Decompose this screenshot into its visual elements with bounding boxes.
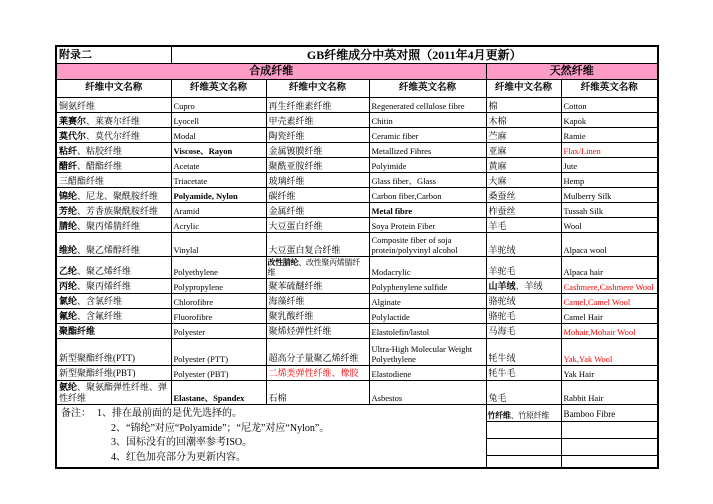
fiber-cell — [486, 421, 561, 438]
column-header-cn-2: 纤维中文名称 — [266, 80, 369, 98]
fiber-cell — [561, 438, 658, 455]
fiber-cell: Rabbit Hair — [561, 381, 658, 405]
fiber-cell: 金属纤维 — [266, 203, 369, 218]
notes-block — [61, 407, 482, 465]
fiber-cell: 羊驼毛 — [486, 257, 561, 279]
fiber-cell: Aramid — [171, 203, 266, 218]
fiber-cell: Elastodiene — [369, 366, 486, 381]
fiber-row — [56, 405, 658, 422]
fiber-cell: 莫代尔、莫代尔纤维 — [56, 128, 171, 143]
fiber-cell: 芳纶、芳香族聚酰胺纤维 — [56, 203, 171, 218]
fiber-cell: 羊毛 — [486, 218, 561, 233]
fiber-cell: Polyester (PBT) — [171, 366, 266, 381]
fiber-cell: 竹纤维、竹原纤维 — [486, 405, 561, 422]
note-item: 3、国标没有的回潮率参考ISO。 — [111, 437, 253, 449]
fiber-cell: 木棉 — [486, 113, 561, 128]
fiber-cell: 甲壳素纤维 — [266, 113, 369, 128]
fiber-cell: 大豆蛋白纤维 — [266, 218, 369, 233]
fiber-row — [56, 113, 658, 128]
fiber-cell: 棉 — [486, 98, 561, 113]
fiber-cell: Cashmere,Cashmere Wool — [561, 279, 658, 294]
fiber-cell: 莱赛尔、莱赛尔纤维 — [56, 113, 171, 128]
fiber-cell: 山羊绒、羊绒 — [486, 279, 561, 294]
fiber-cell: Elastane、Spandex — [171, 381, 266, 405]
fiber-cell: 聚苯硫醚纤维 — [266, 279, 369, 294]
fiber-cell: Polyester (PTT) — [171, 339, 266, 366]
fiber-cell: Polyethylene — [171, 257, 266, 279]
fiber-cell: Acrylic — [171, 218, 266, 233]
fiber-row — [56, 257, 658, 279]
fiber-cell: 二烯类弹性纤维、橡胶 — [266, 366, 369, 381]
fiber-cell: 改性腈纶、改性聚丙烯腈纤维 — [266, 257, 369, 279]
fiber-cell: 大豆蛋白复合纤维 — [266, 233, 369, 257]
fiber-cell: Polyester — [171, 324, 266, 339]
fiber-cell: 碳纤维 — [266, 188, 369, 203]
fiber-cell: 金属镀膜纤维 — [266, 143, 369, 158]
fiber-cell: Polypropylene — [171, 279, 266, 294]
fiber-cell: Ultra-High Molecular Weight Polyethylene — [369, 339, 486, 366]
fiber-cell: Carbon fiber,Carbon — [369, 188, 486, 203]
fiber-row — [56, 188, 658, 203]
column-header-cn-1: 纤维中文名称 — [56, 80, 171, 98]
fiber-cell: Soya Protein Fiber — [369, 218, 486, 233]
fiber-cell: Regenerated cellulose fibre — [369, 98, 486, 113]
fiber-cell: Bamboo Fibre — [561, 405, 658, 422]
fiber-row — [56, 203, 658, 218]
fiber-cell: Tussah Silk — [561, 203, 658, 218]
fiber-cell: Modal — [171, 128, 266, 143]
fiber-cell: 骆驼绒 — [486, 294, 561, 309]
fiber-cell: 石棉 — [266, 381, 369, 405]
fiber-cell: Glass fiber、Glass — [369, 173, 486, 188]
column-header-en-1: 纤维英文名称 — [171, 80, 266, 98]
fiber-cell: Composite fiber of soja protein/polyvinyl alcohol — [369, 233, 486, 257]
fiber-table — [55, 45, 659, 469]
fiber-cell: 再生纤维素纤维 — [266, 98, 369, 113]
fiber-cell: 聚酯纤维 — [56, 324, 171, 339]
fiber-cell: Ceramic fiber — [369, 128, 486, 143]
fiber-cell: Camel,Camel Wool — [561, 294, 658, 309]
fiber-cell: 氨纶、聚氨酯弹性纤维、弹性纤维 — [56, 381, 171, 405]
fiber-row — [56, 339, 658, 366]
fiber-cell: 氯纶、含氯纤维 — [56, 294, 171, 309]
fiber-cell: Chlorofibre — [171, 294, 266, 309]
fiber-cell: Modacrylic — [369, 257, 486, 279]
fiber-cell: Elastolefin/lastol — [369, 324, 486, 339]
fiber-cell: Polyphenylene sulfide — [369, 279, 486, 294]
fiber-cell: Chitin — [369, 113, 486, 128]
section-synthetic: 合成纤维 — [56, 64, 486, 80]
page-title: GB纤维成分中英对照（2011年4月更新） — [171, 46, 658, 64]
note-item: 4、红色加亮部分为更新内容。 — [111, 451, 246, 463]
column-header-en-3: 纤维英文名称 — [561, 80, 658, 98]
fiber-cell: 锦纶、尼龙、聚酰胺纤维 — [56, 188, 171, 203]
fiber-cell: Mulberry Silk — [561, 188, 658, 203]
fiber-row — [56, 279, 658, 294]
section-natural: 天然纤维 — [486, 64, 658, 80]
fiber-cell — [561, 455, 658, 468]
fiber-cell: 陶瓷纤维 — [266, 128, 369, 143]
fiber-row — [56, 294, 658, 309]
fiber-cell: 苎麻 — [486, 128, 561, 143]
fiber-cell: Fluorofibre — [171, 309, 266, 324]
fiber-cell — [561, 421, 658, 438]
fiber-cell: 聚酰亚胺纤维 — [266, 158, 369, 173]
fiber-cell: Asbestos — [369, 381, 486, 405]
fiber-cell — [486, 455, 561, 468]
fiber-cell: Camel Hair — [561, 309, 658, 324]
fiber-cell: Metal fibre — [369, 203, 486, 218]
fiber-cell: 醋纤、醋酯纤维 — [56, 158, 171, 173]
fiber-row — [56, 324, 658, 339]
fiber-row — [56, 158, 658, 173]
fiber-cell: Polyimide — [369, 158, 486, 173]
fiber-cell: 丙纶、聚丙烯纤维 — [56, 279, 171, 294]
fiber-cell: Yak Hair — [561, 366, 658, 381]
fiber-row — [56, 218, 658, 233]
fiber-cell: Hemp — [561, 173, 658, 188]
fiber-row — [56, 128, 658, 143]
fiber-cell: 新型聚酯纤维(PBT) — [56, 366, 171, 381]
fiber-cell: 海藻纤维 — [266, 294, 369, 309]
fiber-cell: Metallized Fibres — [369, 143, 486, 158]
note-item: 2、“锦纶”对应“Polyamide”；“尼龙”对应“Nylon”。 — [111, 422, 330, 434]
fiber-cell: Triacetate — [171, 173, 266, 188]
fiber-cell: Polyamide, Nylon — [171, 188, 266, 203]
fiber-cell: Alpaca hair — [561, 257, 658, 279]
fiber-row — [56, 143, 658, 158]
fiber-cell: 乙纶、聚乙烯纤维 — [56, 257, 171, 279]
fiber-cell: Ramie — [561, 128, 658, 143]
fiber-cell: Acetate — [171, 158, 266, 173]
fiber-cell: 聚烯烃弹性纤维 — [266, 324, 369, 339]
fiber-cell: Viscose、Rayon — [171, 143, 266, 158]
fiber-row — [56, 233, 658, 257]
fiber-cell: 维纶、聚乙烯醇纤维 — [56, 233, 171, 257]
column-header-cn-3: 纤维中文名称 — [486, 80, 561, 98]
note-item: 备注： 1、排在最前面的是优先选择的。 — [61, 408, 242, 420]
fiber-cell: Kapok — [561, 113, 658, 128]
fiber-row — [56, 381, 658, 405]
fiber-cell: Polylactide — [369, 309, 486, 324]
fiber-row — [56, 309, 658, 324]
column-header-row — [56, 80, 658, 98]
fiber-cell: Vinylal — [171, 233, 266, 257]
fiber-cell: Lyocell — [171, 113, 266, 128]
fiber-row — [56, 173, 658, 188]
fiber-cell: 三醋酯纤维 — [56, 173, 171, 188]
fiber-cell: 羊驼绒 — [486, 233, 561, 257]
fiber-cell: 牦牛毛 — [486, 366, 561, 381]
fiber-cell — [486, 438, 561, 455]
fiber-cell: 腈纶、聚丙烯腈纤维 — [56, 218, 171, 233]
fiber-cell: 聚乳酸纤维 — [266, 309, 369, 324]
fiber-cell: 玻璃纤维 — [266, 173, 369, 188]
fiber-cell: Wool — [561, 218, 658, 233]
fiber-cell: 大麻 — [486, 173, 561, 188]
title-row — [56, 46, 658, 64]
fiber-cell: 氟纶、含氟纤维 — [56, 309, 171, 324]
fiber-cell: 柞蚕丝 — [486, 203, 561, 218]
fiber-cell: Mohair,Mohair Wool — [561, 324, 658, 339]
fiber-cell: Yak,Yak Wool — [561, 339, 658, 366]
table-data-rows — [56, 98, 658, 469]
fiber-cell: Alpaca wool — [561, 233, 658, 257]
fiber-cell: 黄麻 — [486, 158, 561, 173]
fiber-cell: 铜氨纤维 — [56, 98, 171, 113]
fiber-cell: 粘纤、粘胶纤维 — [56, 143, 171, 158]
table-head-rows — [56, 46, 658, 98]
fiber-cell: 桑蚕丝 — [486, 188, 561, 203]
fiber-cell: Cupro — [171, 98, 266, 113]
notes-label: 备注： — [61, 408, 91, 420]
fiber-cell: 超高分子量聚乙烯纤维 — [266, 339, 369, 366]
fiber-cell: 牦牛绒 — [486, 339, 561, 366]
fiber-cell: 亚麻 — [486, 143, 561, 158]
fiber-cell: 马海毛 — [486, 324, 561, 339]
fiber-cell: Cotton — [561, 98, 658, 113]
fiber-cell: Flax/Linen — [561, 143, 658, 158]
column-header-en-2: 纤维英文名称 — [369, 80, 486, 98]
fiber-row — [56, 98, 658, 113]
appendix-label: 附录二 — [56, 46, 171, 64]
notes-cell — [56, 405, 486, 469]
fiber-cell: Jute — [561, 158, 658, 173]
fiber-row — [56, 366, 658, 381]
fiber-cell: 新型聚酯纤维(PTT) — [56, 339, 171, 366]
section-row — [56, 64, 658, 80]
fiber-cell: Alginate — [369, 294, 486, 309]
fiber-cell: 骆驼毛 — [486, 309, 561, 324]
fiber-cell: 兔毛 — [486, 381, 561, 405]
